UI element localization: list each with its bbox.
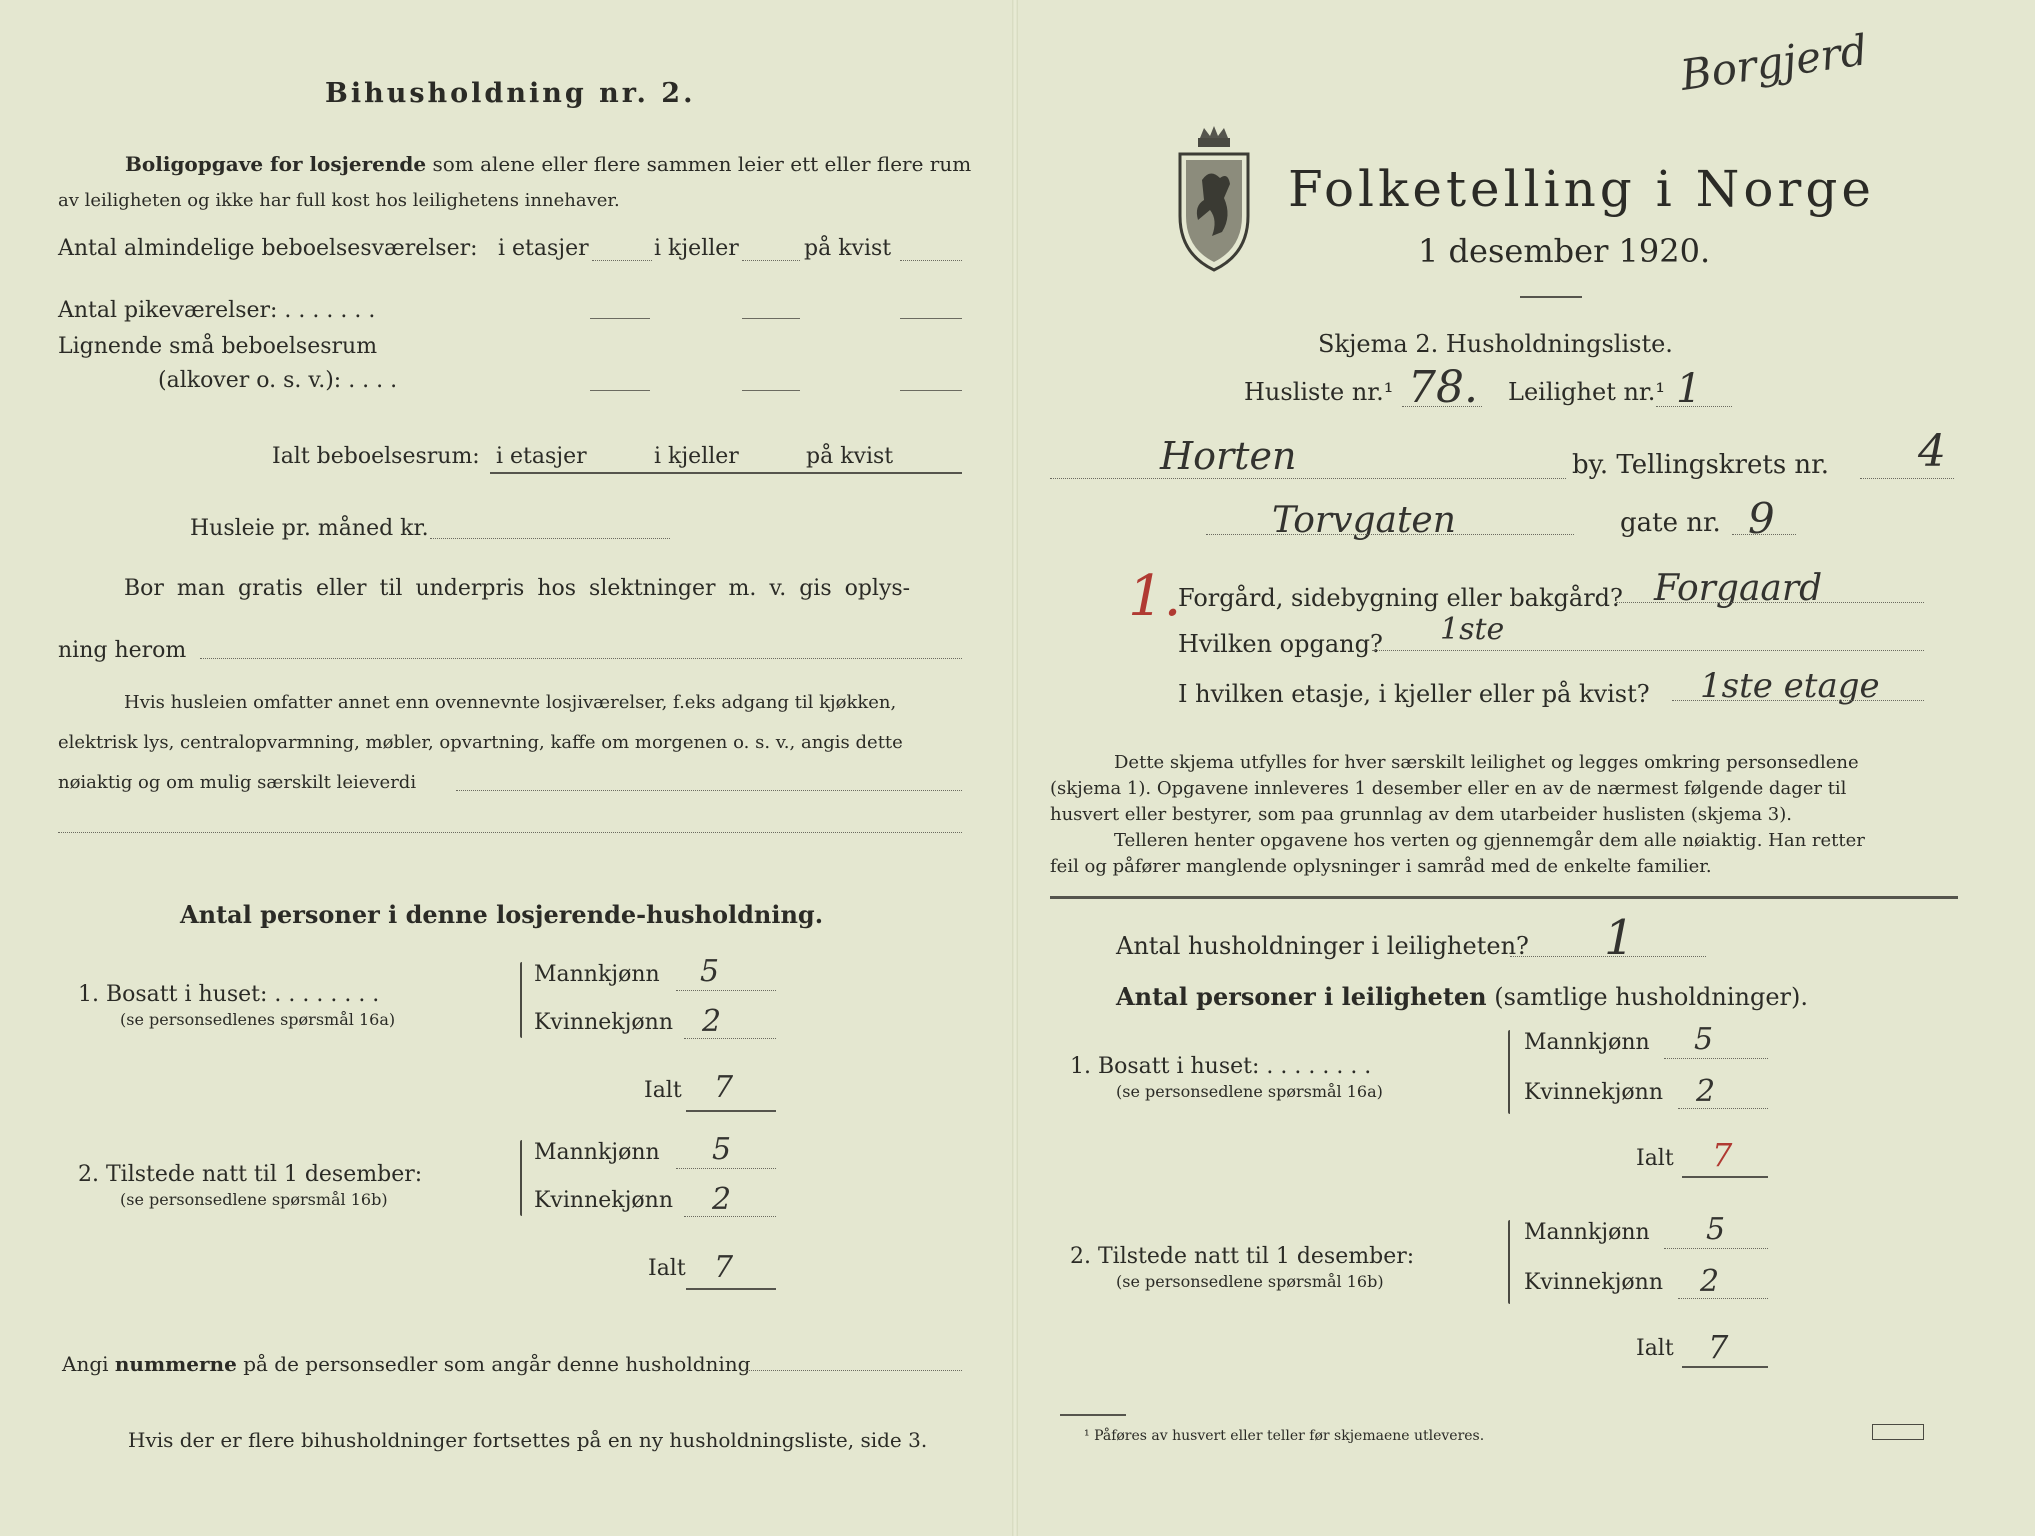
forgard-field[interactable] (1616, 602, 1924, 603)
opgang-value: 1ste (1440, 612, 1505, 647)
opgang-field[interactable] (1372, 650, 1924, 651)
forgard-value: Forgaard (1654, 568, 1823, 609)
etasje-label: I hvilken etasje, i kjeller eller på kvist? (1178, 680, 1650, 708)
margin-red-mark: 1. (1128, 564, 1182, 629)
husliste-label: Husliste nr.¹ (1244, 378, 1394, 406)
info-line-1: Dette skjema utfylles for hver særskilt leilighet og legges omkring personsedlene (1114, 752, 1859, 773)
left-tilstede-sub: (se personsedlene spørsmål 16b) (120, 1190, 388, 1209)
street-value: Torvgaten (1272, 500, 1456, 541)
right-tilstede-kvinne-field[interactable] (1678, 1298, 1768, 1299)
rooms-kjeller-label: i kjeller (654, 236, 739, 261)
antal-pers-heading: Antal personer i leiligheten (samtlige husholdninger). (1116, 982, 1809, 1011)
left-tilstede-ialt-value: 7 (714, 1250, 734, 1285)
bor-field[interactable] (200, 658, 962, 659)
angi-field[interactable] (744, 1370, 962, 1371)
left-tilstede-label: 2. Tilstede natt til 1 desember: (78, 1162, 423, 1187)
town-field[interactable] (1050, 478, 1566, 479)
gate-field[interactable] (1732, 534, 1796, 535)
hvis-line-3: nøiaktig og om mulig særskilt leieverdi (58, 772, 417, 793)
left-bosatt-brace (520, 962, 522, 1038)
lignende-label-2: (alkover o. s. v.): . . . . (158, 368, 398, 393)
etasje-value: 1ste etage (1700, 666, 1880, 706)
lignende-etasjer-field[interactable] (590, 390, 650, 391)
hvis-field[interactable] (456, 790, 962, 791)
right-title: Folketelling i Norge (1288, 160, 1875, 218)
right-date: 1 desember 1920. (1418, 232, 1711, 270)
right-tilstede-ialt-value: 7 (1708, 1328, 1729, 1366)
left-bosatt-sub: (se personsedlenes spørsmål 16a) (120, 1010, 396, 1029)
right-bosatt-label: 1. Bosatt i huset: . . . . . . . . (1070, 1054, 1372, 1079)
left-tilstede-mann-label: Mannkjønn (534, 1140, 660, 1165)
printer-stamp (1872, 1424, 1924, 1440)
right-bosatt-kvinne-field[interactable] (1678, 1108, 1768, 1109)
left-bosatt-mann-field[interactable] (676, 990, 776, 991)
left-bosatt-mann-value: 5 (700, 954, 720, 989)
info-line-3: husvert eller bestyrer, som paa grunnlag av dem utarbeider huslisten (skjema 3). (1050, 804, 1792, 825)
right-footnote: ¹ Påføres av husvert eller teller før skjemaene utleveres. (1084, 1428, 1485, 1444)
ialt-etasjer-label: i etasjer (496, 444, 587, 469)
leilighet-value: 1 (1676, 366, 1702, 412)
rooms-kvist-label: på kvist (804, 236, 892, 261)
husleie-field[interactable] (430, 538, 670, 539)
right-tilstede-brace (1508, 1220, 1510, 1304)
left-tilstede-brace (520, 1140, 522, 1216)
rooms-kvist-field[interactable] (900, 260, 962, 261)
intro-line-1: Boligopgave for losjerende som alene eller flere sammen leier ett eller flere rum (125, 152, 972, 176)
schema-label: Skjema 2. Husholdningsliste. (1318, 330, 1673, 358)
husleie-label: Husleie pr. måned kr. (190, 516, 429, 541)
bor-line-1: Bor man gratis eller til underpris hos slektninger m. v. gis oplys- (124, 576, 911, 601)
right-tilstede-ialt-field[interactable] (1682, 1366, 1768, 1368)
pike-kjeller-field[interactable] (742, 318, 800, 319)
antal-hush-field[interactable] (1510, 956, 1706, 957)
right-tilstede-sub: (se personsedlene spørsmål 16b) (1116, 1272, 1384, 1291)
forgard-label: Forgård, sidebygning eller bakgård? (1178, 584, 1623, 612)
footnote-rule (1060, 1414, 1126, 1416)
info-divider (1050, 896, 1958, 899)
lignende-kjeller-field[interactable] (742, 390, 800, 391)
left-tilstede-kvinne-label: Kvinnekjønn (534, 1188, 673, 1213)
right-tilstede-kvinne-label: Kvinnekjønn (1524, 1270, 1663, 1295)
rooms-kjeller-field[interactable] (742, 260, 800, 261)
left-tilstede-mann-value: 5 (712, 1132, 732, 1167)
info-line-2: (skjema 1). Opgavene innleveres 1 desember eller en av de nærmest følgende dager til (1050, 778, 1847, 799)
left-antal-heading: Antal personer i denne losjerende-husholdning. (180, 900, 824, 929)
krets-field[interactable] (1860, 478, 1954, 479)
right-bosatt-kvinne-value: 2 (1696, 1074, 1716, 1109)
right-tilstede-ialt-label: Ialt (1636, 1336, 1674, 1361)
left-tilstede-ialt-field[interactable] (686, 1288, 776, 1290)
right-bosatt-ialt-value: 7 (1712, 1136, 1733, 1174)
bor-line-2: ning herom (58, 638, 187, 663)
coat-of-arms-icon (1174, 124, 1254, 274)
right-bosatt-mann-label: Mannkjønn (1524, 1030, 1650, 1055)
left-bosatt-ialt-value: 7 (714, 1070, 734, 1105)
left-bosatt-ialt-label: Ialt (644, 1078, 682, 1103)
right-bosatt-mann-field[interactable] (1664, 1058, 1768, 1059)
left-tilstede-kvinne-field[interactable] (684, 1216, 776, 1217)
angi-label: Angi nummerne på de personsedler som angår denne husholdning (62, 1352, 751, 1376)
right-bosatt-brace (1508, 1030, 1510, 1114)
rooms-label: Antal almindelige beboelsesværelser: (58, 236, 478, 261)
left-tilstede-kvinne-value: 2 (712, 1182, 732, 1217)
krets-value: 4 (1918, 426, 1946, 477)
ialt-kjeller-label: i kjeller (654, 444, 739, 469)
left-tilstede-mann-field[interactable] (676, 1168, 776, 1169)
husliste-value: 78. (1408, 362, 1478, 413)
left-tilstede-ialt-label: Ialt (648, 1256, 686, 1281)
left-bosatt-label: 1. Bosatt i huset: . . . . . . . . (78, 982, 380, 1007)
hvis-line-1: Hvis husleien omfatter annet enn ovennevnte losjiværelser, f.eks adgang til kjøkken, (124, 692, 897, 713)
right-tilstede-mann-field[interactable] (1664, 1248, 1768, 1249)
corner-note: Borgjerd (1677, 25, 1871, 100)
info-line-5: feil og påfører manglende oplysninger i samråd med de enkelte familier. (1050, 856, 1712, 877)
lignende-kvist-field[interactable] (900, 390, 962, 391)
rooms-etasjer-label: i etasjer (498, 236, 589, 261)
right-bosatt-kvinne-label: Kvinnekjønn (1524, 1080, 1663, 1105)
left-bosatt-kvinne-label: Kvinnekjønn (534, 1010, 673, 1035)
intro-line-2: av leiligheten og ikke har full kost hos leilighetens innehaver. (58, 190, 620, 211)
ialt-kvist-label: på kvist (806, 444, 894, 469)
leilighet-field[interactable] (1656, 406, 1732, 407)
lignende-label-1: Lignende små beboelsesrum (58, 334, 378, 359)
antal-hush-value: 1 (1604, 910, 1635, 966)
by-label: by. Tellingskrets nr. (1572, 450, 1830, 480)
antal-hush-label: Antal husholdninger i leiligheten? (1116, 932, 1529, 960)
pike-etasjer-field[interactable] (590, 318, 650, 319)
right-tilstede-label: 2. Tilstede natt til 1 desember: (1070, 1244, 1415, 1269)
ialt-rooms-label: Ialt beboelsesrum: (272, 444, 480, 469)
left-bosatt-ialt-field[interactable] (686, 1110, 776, 1112)
opgang-label: Hvilken opgang? (1178, 630, 1383, 658)
street-field[interactable] (1206, 534, 1574, 535)
info-line-4: Telleren henter opgavene hos verten og gjennemgår dem alle nøiaktig. Han retter (1114, 830, 1865, 851)
right-bosatt-ialt-label: Ialt (1636, 1146, 1674, 1171)
hvis-field-2[interactable] (58, 832, 962, 833)
town-value: Horten (1160, 434, 1297, 478)
left-bosatt-kvinne-value: 2 (702, 1004, 722, 1039)
title-divider (1520, 296, 1582, 298)
right-tilstede-mann-label: Mannkjønn (1524, 1220, 1650, 1245)
left-bosatt-kvinne-field[interactable] (684, 1038, 776, 1039)
right-bosatt-sub: (se personsedlene spørsmål 16a) (1116, 1082, 1383, 1101)
ialt-rooms-underline (490, 472, 962, 474)
right-bosatt-mann-value: 5 (1694, 1022, 1714, 1057)
pike-kvist-field[interactable] (900, 318, 962, 319)
pike-label: Antal pikeværelser: . . . . . . . (58, 298, 376, 323)
left-title: Bihusholdning nr. 2. (325, 78, 696, 109)
left-bosatt-mann-label: Mannkjønn (534, 962, 660, 987)
etasje-field[interactable] (1672, 700, 1924, 701)
hvis-line-2: elektrisk lys, centralopvarmning, møbler, opvartning, kaffe om morgenen o. s. v., angis dette (58, 732, 903, 753)
leilighet-label: Leilighet nr.¹ (1508, 378, 1666, 406)
rooms-etasjer-field[interactable] (592, 260, 652, 261)
gate-label: gate nr. (1620, 508, 1721, 538)
right-tilstede-kvinne-value: 2 (1700, 1264, 1720, 1299)
right-tilstede-mann-value: 5 (1706, 1212, 1726, 1247)
right-bosatt-ialt-field[interactable] (1682, 1176, 1768, 1178)
husliste-field[interactable] (1402, 406, 1482, 407)
gate-value: 9 (1748, 494, 1775, 543)
left-footer: Hvis der er flere bihusholdninger fortsettes på en ny husholdningsliste, side 3. (128, 1428, 928, 1452)
